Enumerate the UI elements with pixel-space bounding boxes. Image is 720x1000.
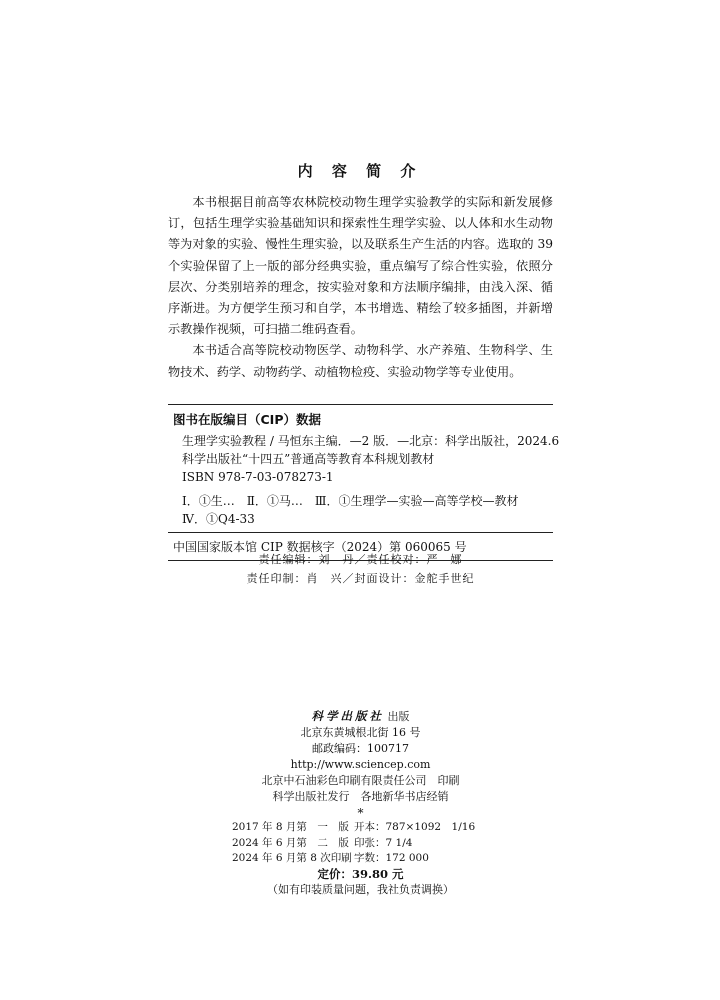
publisher-block bbox=[168, 708, 553, 820]
publisher-suffix: 出版 bbox=[387, 710, 410, 723]
cip-classification: Ⅳ．①Q4-33 bbox=[182, 512, 255, 526]
edition-text: 2024 年 6 月第 8 次印刷 bbox=[232, 852, 352, 864]
spec-text: 字数：172 000 bbox=[354, 852, 429, 864]
cip-heading: 图书在版编目（CIP）数据 bbox=[173, 412, 321, 427]
print-info bbox=[168, 820, 553, 898]
cip-line: 生理学实验教程 / 马恒东主编．—2 版．—北京：科学出版社，2024.6 bbox=[182, 434, 560, 448]
cip-line: 科学出版社“十四五”普通高等教育本科规划教材 bbox=[182, 452, 435, 466]
spec-text: 印张：7 1/4 bbox=[354, 836, 413, 849]
distribution-info: 科学出版社发行 各地新华书店经销 bbox=[272, 790, 449, 803]
cip-middle-rule bbox=[168, 532, 553, 533]
print-info-row bbox=[168, 836, 553, 852]
separator-asterisk: * bbox=[357, 806, 364, 820]
cip-line: ISBN 978-7-03-078273-1 bbox=[182, 470, 334, 484]
intro-paragraph: 本书适合高等院校动物医学、动物科学、水产养殖、生物科学、生物技术、药学、动物药学、动植物检疫、实验动物学等专业使用。 bbox=[168, 343, 553, 379]
quality-note: （如有印装质量问题，我社负责调换） bbox=[267, 883, 454, 896]
intro-paragraph: 本书根据目前高等农林院校动物生理学实验教学的实际和新发展修订，包括生理学实验基础知识和探索性生理学实验、以人体和水生动物等为对象的实验、慢性生理实验，以及联系生产生活的内容。选取的 39 个实验保留了上一版的部分经典实验，重点编写了综合性实验，依照分层次、分类别培养的理念，按实验对象和方法顺序编排，由浅入深、循序渐进。为方便学生预习和自学，本书增选、精绘了较多插图，并新增示教操作视频，可扫描二维码查看。 bbox=[168, 195, 554, 337]
cip-classification: Ⅰ．①生… Ⅱ．①马… Ⅲ．①生理学—实验—高等学校—教材 bbox=[182, 494, 519, 508]
publisher-postcode: 邮政编码：100717 bbox=[312, 742, 409, 755]
publisher-name bbox=[168, 708, 553, 725]
print-info-row bbox=[168, 820, 553, 836]
intro-title: 内 容 简 介 bbox=[297, 162, 423, 180]
cip-block bbox=[168, 404, 560, 561]
publisher-address: 北京东黄城根北街 16 号 bbox=[300, 726, 421, 739]
edition-text: 2017 年 8 月第 一 版 bbox=[232, 821, 349, 833]
editor-credit-line: 责任印制：肖 兴／封面设计：金舵手世纪 bbox=[246, 572, 475, 585]
publisher-url: http://www.sciencep.com bbox=[290, 758, 431, 771]
price: 定价：39.80 元 bbox=[317, 866, 404, 881]
cip-number: 中国国家版本馆 CIP 数据核字（2024）第 060065 号 bbox=[173, 540, 467, 554]
publisher-brand: 科学出版社 bbox=[311, 709, 384, 723]
cip-top-rule bbox=[168, 404, 553, 405]
editor-credits bbox=[168, 550, 553, 588]
spec-text: 开本：787×1092 1/16 bbox=[354, 821, 476, 833]
intro-text bbox=[168, 192, 553, 383]
edition-text: 2024 年 6 月第 二 版 bbox=[232, 836, 349, 849]
print-info-row bbox=[168, 851, 553, 867]
editor-credit-line: 责任编辑：刘 丹／责任校对：严 娜 bbox=[258, 553, 463, 566]
printer-name: 北京中石油彩色印刷有限责任公司 印刷 bbox=[261, 774, 460, 787]
